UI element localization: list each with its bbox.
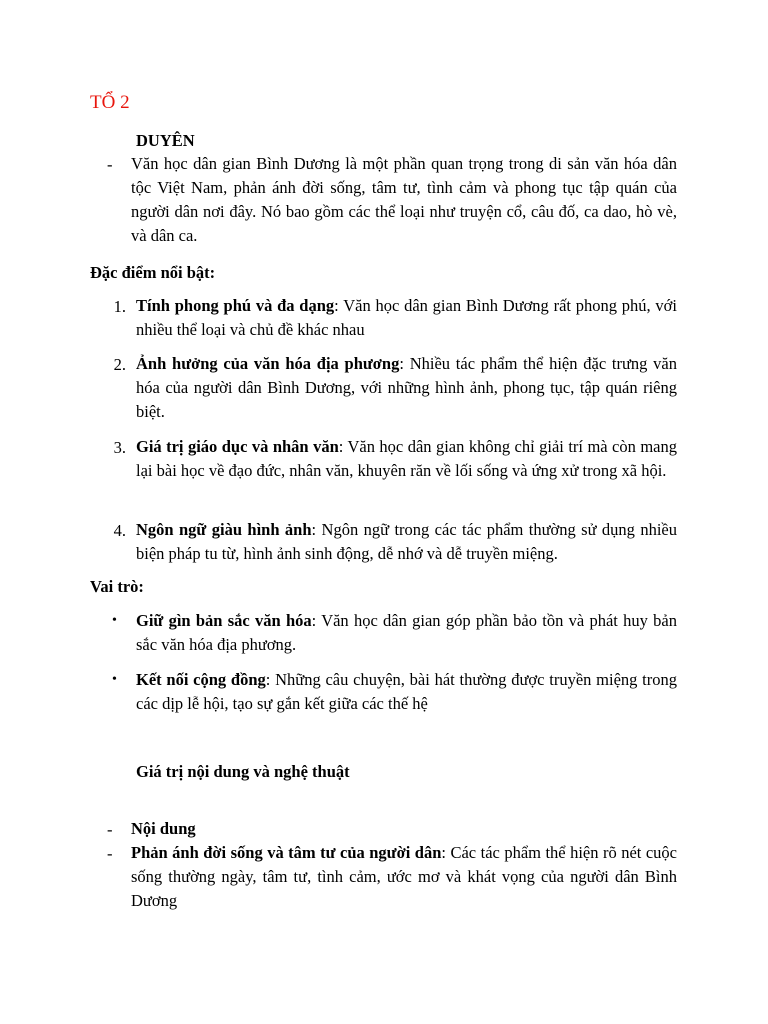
member-name: DUYÊN: [136, 131, 195, 150]
item-number: 4.: [113, 521, 126, 540]
item-number: 3.: [113, 438, 126, 457]
item-term: Kết nối cộng đồng: [136, 670, 266, 689]
dash-marker: -: [107, 820, 113, 839]
item-term: Tính phong phú và đa dạng: [136, 296, 335, 315]
item-description: : Văn học dân gian Bình Dương rất phong phú, với nhiều thể loại và chủ đề khác nhau: [136, 296, 677, 339]
item-number: 2.: [113, 355, 126, 374]
item-text: [136, 352, 677, 424]
item-text: [131, 841, 677, 913]
item-term: Giữ gìn bản sắc văn hóa: [136, 611, 312, 630]
item-description: : Nhiều tác phẩm thể hiện đặc trưng văn hóa của người dân Bình Dương, với những hình ảnh, phong tục, tập quán riêng biệt.: [136, 354, 678, 421]
item-number: 1.: [113, 297, 126, 316]
item-term: Giá trị giáo dục và nhân văn: [136, 437, 339, 456]
features-heading: Đặc điểm nổi bật:: [90, 263, 216, 282]
item-description: : Văn học dân gian không chỉ giải trí mà còn mang lại bài học về đạo đức, nhân văn, khuyên răn về lối sống và ứng xử trong xã hội.: [136, 437, 677, 480]
item-description: : Ngôn ngữ trong các tác phẩm thường sử dụng nhiều biện pháp tu từ, hình ảnh sinh động, dễ nhớ và dễ truyền miệng.: [136, 520, 677, 563]
bullet-marker: •: [112, 672, 117, 687]
item-text: [136, 294, 677, 342]
item-text: [131, 817, 677, 841]
item-term: Phản ánh đời sống và tâm tư của người dân: [131, 843, 442, 862]
roles-heading: Vai trò:: [90, 577, 144, 596]
bullet-marker: •: [112, 613, 117, 628]
item-term: Ngôn ngữ giàu hình ảnh: [136, 520, 312, 539]
item-text: [136, 668, 677, 716]
dash-marker: -: [107, 844, 113, 863]
item-text: [136, 609, 677, 657]
item-description: : Những câu chuyện, bài hát thường được truyền miệng trong các dịp lễ hội, tạo sự gắn kết giữa các thế hệ: [136, 670, 677, 713]
intro-text: Văn học dân gian Bình Dương là một phần quan trọng trong di sản văn hóa dân tộc Việt Nam, phản ánh đời sống, tâm tư, tình cảm và phong tục tập quán của người dân nơi đây. Nó bao gồm các thể loại như truyện cổ, câu đố, ca dao, hò vè, và dân ca.: [131, 154, 677, 245]
item-description: : Các tác phẩm thể hiện rõ nét cuộc sống thường ngày, tâm tư, tình cảm, ước mơ và khát vọng của người dân Bình Dương: [131, 843, 677, 910]
group-title: TỔ 2: [90, 92, 130, 113]
item-term: Nội dung: [131, 819, 196, 838]
values-heading: Giá trị nội dung và nghệ thuật: [136, 762, 350, 781]
item-description: : Văn học dân gian góp phần bảo tồn và phát huy bản sắc văn hóa địa phương.: [136, 611, 677, 654]
item-text: [136, 435, 677, 483]
item-text: [136, 518, 677, 566]
dash-marker: -: [107, 155, 113, 174]
item-term: Ảnh hưởng của văn hóa địa phương: [136, 354, 400, 373]
